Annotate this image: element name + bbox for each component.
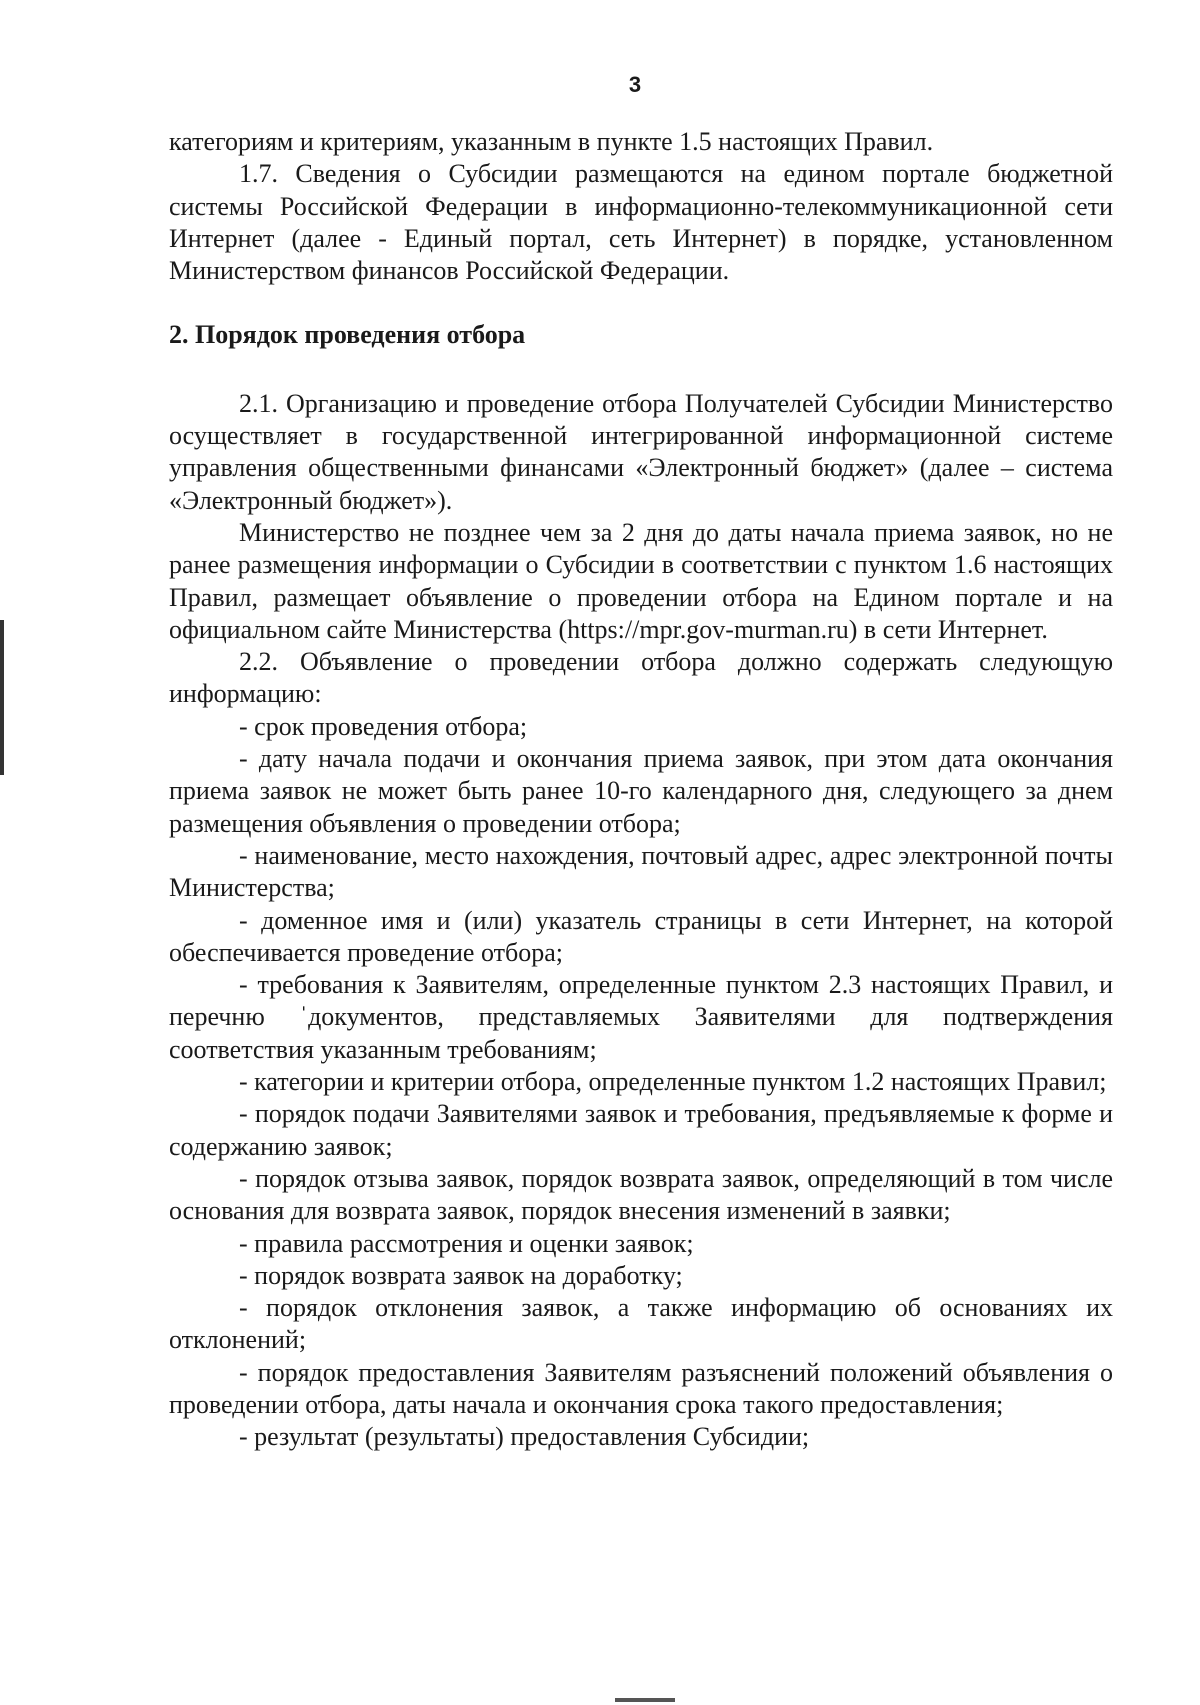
list-item: - срок проведения отбора; [239,711,528,741]
list-item: - наименование, место нахождения, почтовый адрес, адрес электронной почты Министерства; [169,840,1113,903]
list-item: - требования к Заявителям, определенные пунктом 2.3 настоящих Правил, и перечню ˈдокументов, представляемых Заявителями для подтверждения соответствия указанным требованиям; [169,970,1113,1064]
document-body [169,126,1113,1454]
list-item: - порядок подачи Заявителями заявок и требования, предъявляемые к форме и содержанию заявок; [169,1099,1113,1161]
list-item: - категории и критерии отбора, определенные пунктом 1.2 настоящих Правил; [239,1067,1107,1097]
list-item: - порядок отзыва заявок, порядок возврата заявок, определяющий в том числе основания для возврата заявок, порядок внесения изменений в заявки; [169,1163,1113,1226]
list-item: - порядок предоставления Заявителям разъяснений положений объявления о проведении отбора, даты начала и окончания срока такого предоставления; [169,1357,1113,1419]
paragraph-announcement: Министерство не позднее чем за 2 дня до даты начала приема заявок, но не ранее размещения информации о Субсидии в соответствии с пунктом 1.6 настоящих Правил, размещает объявление о проведении отбора на Едином портале и на официальном сайте Министерства (https://mpr.gov-murman.ru) в сети Интернет. [169,517,1113,644]
page-number: 3 [628,72,642,97]
scan-margin-mark [0,620,4,775]
bottom-scan-mark [615,1698,675,1702]
paragraph-1-7: 1.7. Сведения о Субсидии размещаются на едином портале бюджетной системы Российской Федерации в информационно-телекоммуникационной сети Интернет (далее - Единый портал, сеть Интернет) в порядке, установленном Министерством финансов Российской Федерации. [169,159,1113,286]
list-item: - правила рассмотрения и оценки заявок; [239,1228,694,1258]
section-heading: 2. Порядок проведения отбора [169,320,526,350]
list-item: - порядок возврата заявок на доработку; [239,1260,683,1290]
list-item: - доменное имя и (или) указатель страницы в сети Интернет, на которой обеспечивается проведение отбора; [169,905,1113,967]
list-item: - дату начала подачи и окончания приема заявок, при этом дата окончания приема заявок не может быть ранее 10-го календарного дня, следующего за днем размещения объявления о проведении отбора; [169,744,1113,838]
paragraph-continuation: категориям и критериям, указанным в пункте 1.5 настоящих Правил. [169,127,934,156]
paragraph-2-2: 2.2. Объявление о проведении отбора должно содержать следующую информацию: [169,647,1113,709]
list-item: - результат (результаты) предоставления Субсидии; [239,1422,810,1452]
paragraph-2-1: 2.1. Организацию и проведение отбора Получателей Субсидии Министерство осуществляет в государственной интегрированной информационной системе управления общественными финансами «Электронный бюджет» (далее – система «Электронный бюджет»). [169,388,1113,515]
list-item: - порядок отклонения заявок, а также информацию об основаниях их отклонений; [169,1293,1113,1355]
